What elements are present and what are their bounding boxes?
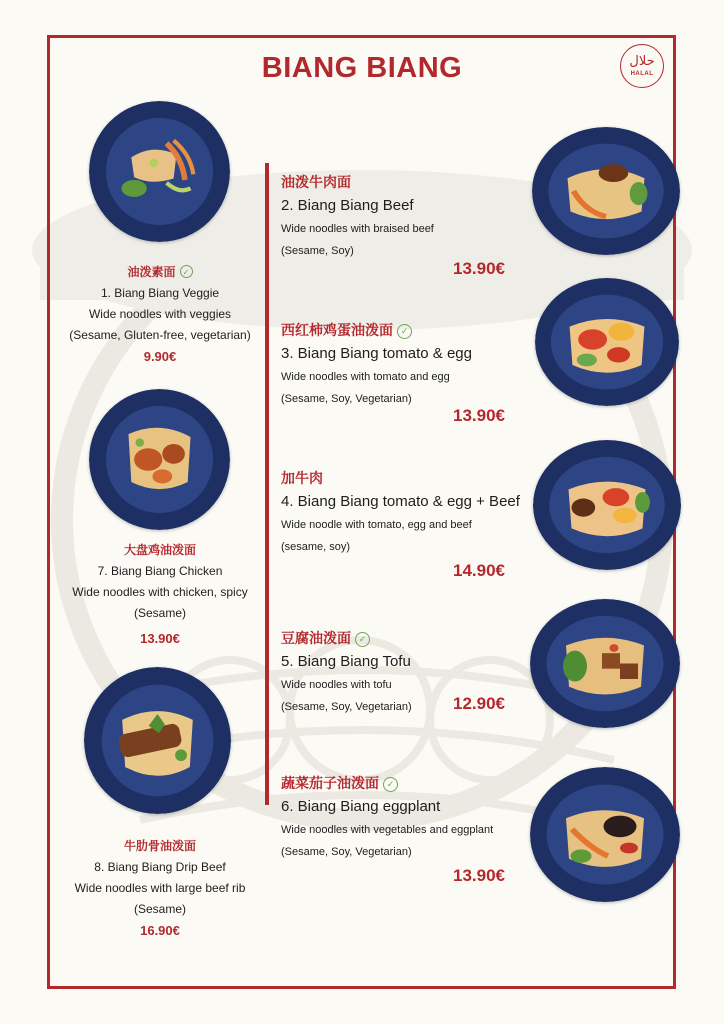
dish-image-veggie — [89, 101, 230, 242]
item-chinese-name — [55, 261, 265, 283]
dish-image-tomato-egg — [535, 278, 679, 406]
item-name: 4. Biang Biang tomato & egg + Beef — [281, 493, 520, 510]
item-name: 7. Biang Biang Chicken — [97, 564, 223, 578]
item-description: Wide noodles with large beef rib — [74, 881, 246, 895]
item-name: 2. Biang Biang Beef — [281, 197, 414, 214]
item-price-tofu: 12.90€ — [453, 694, 505, 713]
halal-label: HALAL — [630, 71, 654, 77]
item-description: Wide noodle with tomato, egg and beef — [281, 519, 472, 531]
item-chinese-label: 蔬菜茄子油泼面 — [281, 776, 379, 792]
item-allergens: (Sesame, Soy) — [281, 245, 354, 257]
item-allergens: (Sesame, Soy, Vegetarian) — [281, 846, 412, 858]
item-price: 16.90€ — [140, 923, 180, 938]
item-allergens: (Sesame) — [133, 606, 186, 620]
item-chinese-name — [281, 320, 531, 342]
item-description: Wide noodles with vegetables and eggplant — [281, 824, 494, 836]
dish-image-eggplant — [530, 767, 680, 902]
item-chinese-name — [281, 773, 531, 795]
dish-image-beef — [532, 127, 680, 255]
item-chinese-label: 西红柿鸡蛋油泼面 — [281, 323, 393, 339]
item-description: Wide noodles with chicken, spicy — [72, 585, 248, 599]
leaf-icon: ✓ — [180, 265, 193, 278]
item-description: Wide noodles with braised beef — [281, 223, 434, 235]
item-name: 1. Biang Biang Veggie — [100, 286, 220, 300]
item-allergens: (Sesame, Gluten-free, vegetarian) — [69, 328, 251, 342]
item-price-tomato-egg-beef: 14.90€ — [453, 561, 505, 580]
item-price: 13.90€ — [140, 631, 180, 646]
item-description: Wide noodles with veggies — [88, 307, 232, 321]
item-allergens: (Sesame, Soy, Vegetarian) — [281, 393, 412, 405]
item-name: 3. Biang Biang tomato & egg — [281, 345, 472, 362]
dish-image-chicken — [89, 389, 230, 530]
item-name: 8. Biang Biang Drip Beef — [94, 860, 226, 874]
halal-script: حلال — [629, 54, 655, 69]
halal-badge — [620, 44, 664, 88]
item-chinese-name — [281, 628, 531, 650]
menu-item-chicken — [55, 539, 265, 650]
menu-item-veggie — [55, 261, 265, 368]
menu-item-eggplant — [281, 773, 531, 863]
dish-image-tomato-egg-beef — [533, 440, 681, 570]
menu-item-beef — [281, 172, 531, 262]
item-price: 9.90€ — [143, 349, 177, 364]
item-chinese-name: 大盘鸡油泼面 — [123, 543, 196, 557]
dish-image-drip-beef — [84, 667, 231, 814]
leaf-icon: ✓ — [397, 324, 412, 339]
item-chinese-label: 豆腐油泼面 — [281, 631, 351, 647]
menu-title: BIANG BIANG — [261, 52, 463, 84]
item-price-eggplant: 13.90€ — [453, 866, 505, 885]
item-allergens: (Sesame, Soy, Vegetarian) — [281, 701, 412, 713]
item-allergens: (Sesame) — [133, 902, 186, 916]
column-divider — [265, 163, 269, 805]
menu-item-tomato-egg-beef — [281, 468, 531, 558]
item-chinese-label: 油泼素面 — [127, 265, 176, 279]
item-chinese-name: 油泼牛肉面 — [281, 175, 351, 191]
leaf-icon: ✓ — [355, 632, 370, 647]
item-price-tomato-egg: 13.90€ — [453, 406, 505, 425]
item-description: Wide noodles with tomato and egg — [281, 371, 450, 383]
item-chinese-name: 牛肋骨油泼面 — [123, 839, 196, 853]
item-price-beef: 13.90€ — [453, 259, 505, 278]
leaf-icon: ✓ — [383, 777, 398, 792]
item-description: Wide noodles with tofu — [281, 679, 392, 691]
item-chinese-name: 加牛肉 — [281, 471, 323, 487]
item-name: 6. Biang Biang eggplant — [281, 798, 441, 815]
item-name: 5. Biang Biang Tofu — [281, 653, 411, 670]
dish-image-tofu — [530, 599, 680, 728]
item-allergens: (sesame, soy) — [281, 541, 351, 553]
menu-item-drip-beef — [55, 835, 265, 942]
menu-item-tomato-egg — [281, 320, 531, 410]
